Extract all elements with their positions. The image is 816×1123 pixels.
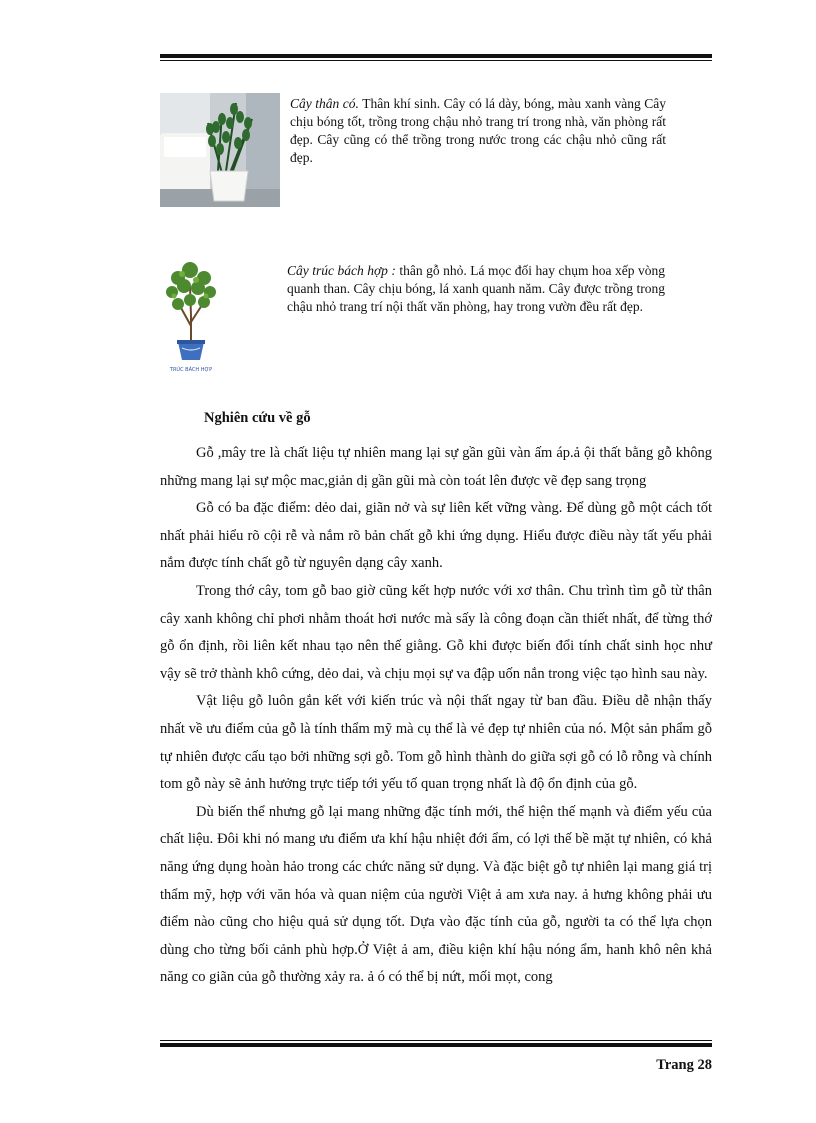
footer-rule	[160, 1040, 712, 1047]
truc-bach-hop-image	[160, 256, 222, 374]
paragraph: Dù biến thể nhưng gỗ lại mang những đặc tính mới, thể hiện thế mạnh và điểm yếu của chất liệu. Đôi khi nó mang ưu điểm ưa khí hậu nhiệt đới ẩm, có lợi thế bề mặt tự nhiên, có khả năng ứng dụng hoàn hảo trong các chức năng sử dụng. Và đặc biệt gỗ tự nhiên lại mang giá trị thẩm mỹ, hợp với văn hóa và quan niệm của người Việt ả am xưa nay. ả hưng không phải ưu điểm nào cũng cho hiệu quả sử dụng tốt. Dựa vào đặc tính của gỗ, người ta có thể lựa chọn dùng cho từng bối cảnh phù hợp.Ở Việt ả am, điều kiện khí hậu nóng ẩm, hanh khô nên khả năng co giãn của gỗ thường xảy ra. ả ó có thể bị nứt, mối mọt, cong	[160, 803, 712, 986]
paragraph: Gỗ có ba đặc điểm: dẻo dai, giãn nở và sự liên kết vững vàng. Để dùng gỗ một cách tốt nhất phải hiểu rõ cội rễ và nắm rõ bản chất gỗ khi ứng dụng. Hiểu được điều này tất yếu phải nắm được tính chất gỗ từ nguyên dạng cây xanh.	[160, 500, 712, 572]
paragraph: Trong thớ cây, tom gỗ bao giờ cũng kết hợp nước với xơ thân. Chu trình tìm gỗ từ thân cây xanh không chỉ phơi nhằm thoát hơi nước mà sấy là công đoạn cần thiết nhất, để từng thớ gỗ ổn định, rồi liên kết nhau tạo nên thế giằng. Gỗ khi được biến đổi tính chất sinh học như vậy sẽ trở thành khô cứng, dẻo dai, và chịu mọi sự va đập uốn nắn trong việc tạo hình sau này.	[160, 582, 712, 682]
paragraph: Gỗ ,mây tre là chất liệu tự nhiên mang lại sự gần gũi vàn ấm áp.ả ội thất bằng gỗ không những mang lại sự mộc mac,giản dị gần gũi mà còn toát lên được vẽ đẹp sang trọng	[160, 445, 712, 489]
plant-name: Cây trúc bách hợp :	[287, 263, 396, 278]
page-number: Trang 28	[656, 1057, 712, 1073]
body-text	[160, 440, 712, 992]
plant-description: thân gỗ nhỏ. Lá mọc đối hay chụm hoa xếp vòng quanh than. Cây chịu bóng, lá xanh quanh năm. Cây được trồng trong chậu nhỏ trang trí nội thất văn phòng, hay trong vườn đều rất đẹp.	[287, 263, 665, 314]
zz-plant-image	[160, 93, 280, 207]
paragraph: Vật liệu gỗ luôn gắn kết với kiến trúc và nội thất ngay từ ban đầu. Điều dễ nhận thấy nhất về ưu điểm của gỗ là tính thẩm mỹ mà cụ thể là vẻ đẹp tự nhiên của nó. Một sản phẩm gỗ tự nhiên được cấu tạo bởi những sợi gỗ. Tom gỗ hình thành do giữa sợi gỗ có lỗ rỗng và chính tom gỗ này sẽ ảnh hưởng trực tiếp tới yếu tố quan trọng nhất là độ ổn định của gỗ.	[160, 693, 712, 793]
header-rule	[160, 54, 712, 61]
section-title: Nghiên cứu về gỗ	[204, 410, 311, 426]
caption-zz-plant	[290, 95, 666, 167]
plant-description: Thân khí sinh. Cây có lá dày, bóng, màu xanh vàng Cây chịu bóng tốt, trồng trong chậu nhỏ trang trí trong nhà, văn phòng rất đẹp. Cây cũng có thể trồng trong nước trong các chậu nhỏ cũng rất đẹp.	[290, 96, 666, 165]
caption-truc-bach-hop	[287, 262, 665, 316]
plant-name: Cây thân có.	[290, 96, 359, 111]
image-label: TRÚC BÁCH HỢP	[169, 367, 213, 373]
